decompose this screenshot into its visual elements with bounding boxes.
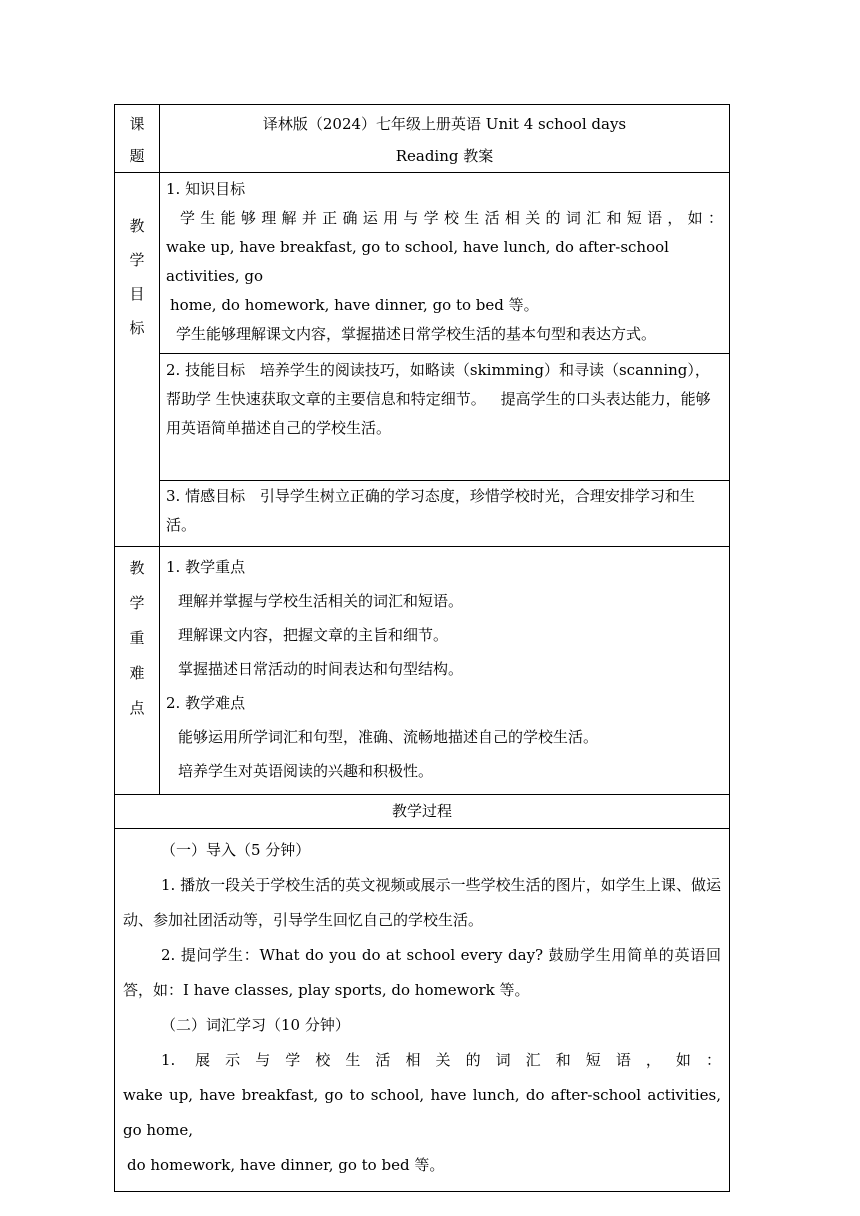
skills-goal-row bbox=[115, 354, 730, 481]
goals-label-char: 教 bbox=[129, 217, 145, 235]
process-step-intro: （一）导入（5 分钟） bbox=[161, 841, 311, 859]
skills-goal bbox=[160, 354, 730, 481]
title-row bbox=[115, 105, 730, 173]
title-label-char: 题 bbox=[129, 147, 145, 165]
process-paragraph: wake up, have breakfast, go to school, have lunch, do after-school activities, go home, bbox=[123, 1086, 721, 1139]
knowledge-goal-row bbox=[115, 173, 730, 354]
goals-label bbox=[115, 173, 160, 547]
process-row bbox=[115, 829, 730, 1192]
title-label bbox=[115, 105, 160, 173]
emotion-goal-heading: 3. 情感目标 bbox=[166, 487, 246, 505]
process-paragraph: do homework, have dinner, go to bed 等。 bbox=[127, 1156, 445, 1174]
lesson-title-line1: 译林版（2024）七年级上册英语 Unit 4 school days bbox=[262, 115, 627, 133]
process-heading: 教学过程 bbox=[115, 795, 730, 829]
lesson-title-line2: Reading 教案 bbox=[395, 147, 494, 165]
knowledge-goal-text: 学生能够理解课文内容，掌握描述日常学校生活的基本句型和表达方式。 bbox=[176, 325, 657, 343]
emotion-goal bbox=[160, 481, 730, 547]
key-label-char: 点 bbox=[129, 699, 145, 717]
knowledge-goal-text: wake up, have breakfast, go to school, have lunch, do after-school activities, go bbox=[166, 238, 669, 285]
key-points-label bbox=[115, 547, 160, 795]
skills-goal-text: 提高学生的口头表达能力，能够用英语简单描述自己的学校生活。 bbox=[166, 390, 711, 437]
key-label-char: 学 bbox=[129, 594, 145, 612]
goals-label-char: 标 bbox=[129, 319, 145, 337]
process-step-vocab: （二）词汇学习（10 分钟） bbox=[161, 1016, 350, 1034]
emotion-goal-row bbox=[115, 481, 730, 547]
skills-goal-text: 培养学生的阅读技巧，如略读（skimming）和寻读（scanning），帮助学 bbox=[166, 361, 710, 408]
emotion-goal-text: 引导学生树立正确的学习态度，珍惜学校时光，合理安排学习和生活。 bbox=[166, 487, 695, 534]
difficult-points-heading: 2. 教学难点 bbox=[166, 694, 246, 712]
process-paragraph: 1. 展示与学校生活相关的词汇和短语，如： bbox=[161, 1051, 721, 1069]
skills-goal-heading: 2. 技能目标 bbox=[166, 361, 246, 379]
key-points bbox=[160, 547, 730, 795]
key-points-text: 理解并掌握与学校生活相关的词汇和短语。 bbox=[178, 592, 464, 610]
knowledge-goal-text: home, do homework, have dinner, go to bed 等。 bbox=[170, 296, 539, 314]
process-paragraph: 2. 提问学生：What do you do at school every day? 鼓励学生用简单的英语回答，如：I have classes, play sports, do homework 等。 bbox=[123, 946, 721, 999]
difficult-points-text: 培养学生对英语阅读的兴趣和积极性。 bbox=[178, 762, 434, 780]
process-paragraph: 1. 播放一段关于学校生活的英文视频或展示一些学校生活的图片，如学生上课、做运动、参加社团活动等，引导学生回忆自己的学校生活。 bbox=[123, 876, 721, 929]
knowledge-goal bbox=[160, 173, 730, 354]
lesson-plan-table bbox=[114, 104, 730, 1192]
knowledge-goal-heading: 1. 知识目标 bbox=[166, 180, 246, 198]
key-points-heading: 1. 教学重点 bbox=[166, 558, 246, 576]
key-points-row bbox=[115, 547, 730, 795]
knowledge-goal-text: 学生能够理解并正确运用与学校生活相关的词汇和短语，如： bbox=[180, 209, 723, 227]
goals-label-char: 目 bbox=[129, 285, 145, 303]
title-label-char: 课 bbox=[129, 115, 145, 133]
key-points-text: 掌握描述日常活动的时间表达和句型结构。 bbox=[178, 660, 464, 678]
goals-label-char: 学 bbox=[129, 251, 145, 269]
key-points-text: 理解课文内容，把握文章的主旨和细节。 bbox=[178, 626, 449, 644]
difficult-points-text: 能够运用所学词汇和句型，准确、流畅地描述自己的学校生活。 bbox=[178, 728, 599, 746]
process-content bbox=[115, 829, 730, 1192]
key-label-char: 重 bbox=[129, 629, 145, 647]
key-label-char: 难 bbox=[129, 664, 145, 682]
process-heading-row bbox=[115, 795, 730, 829]
skills-goal-text: 生快速获取文章的主要信息和特定细节。 bbox=[215, 390, 486, 408]
key-label-char: 教 bbox=[129, 559, 145, 577]
lesson-title bbox=[160, 105, 730, 173]
